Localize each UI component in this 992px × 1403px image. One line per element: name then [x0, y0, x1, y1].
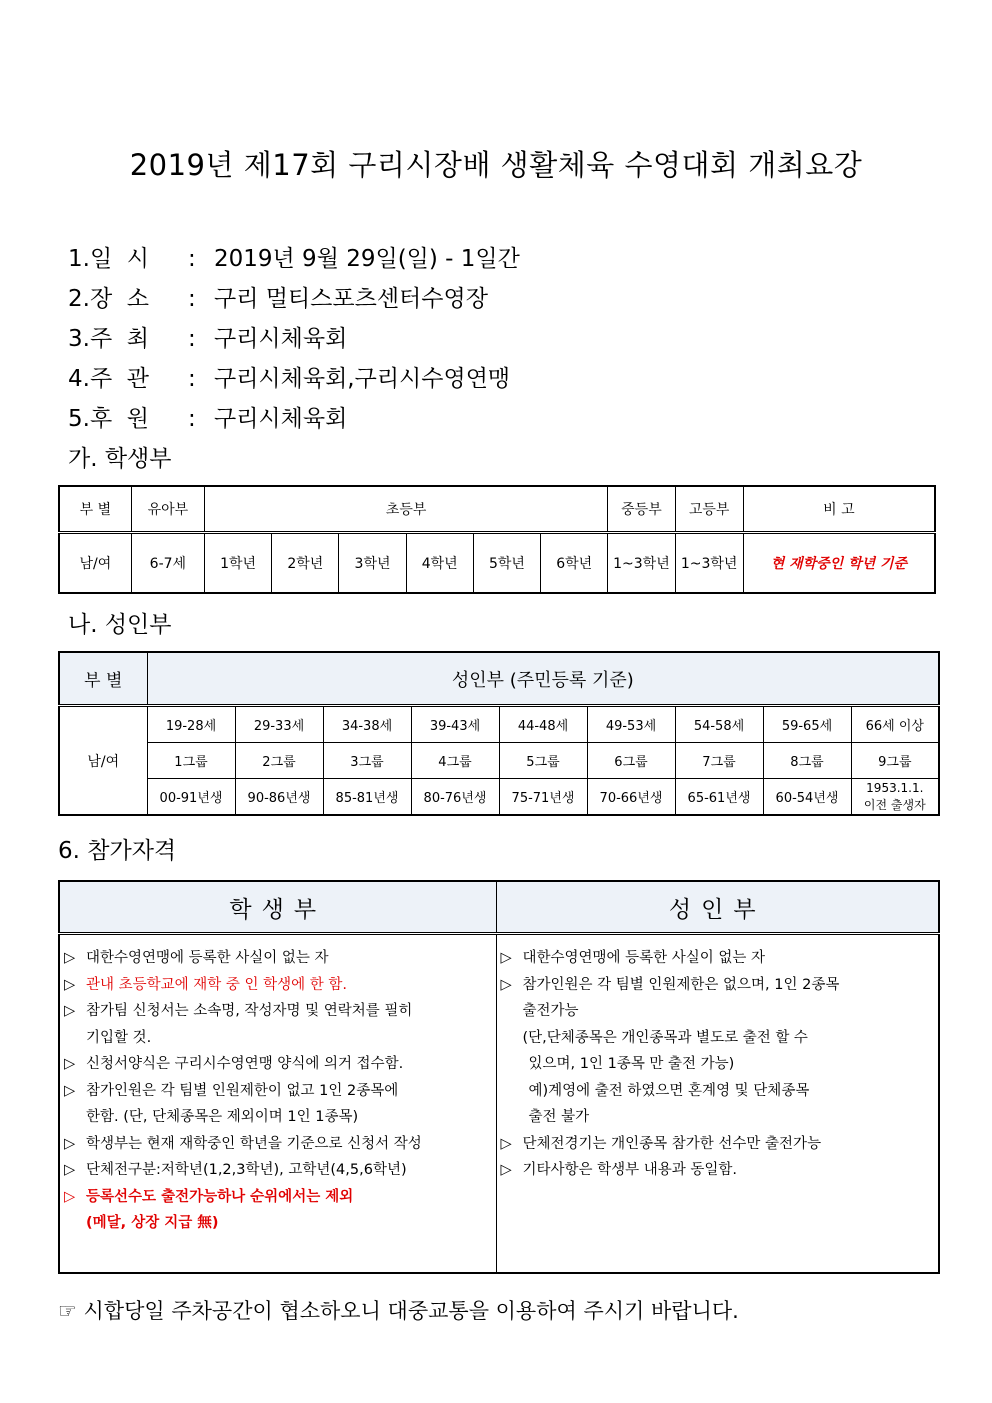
cell-birth: 65-61년생 — [675, 779, 763, 816]
student-division-table — [58, 485, 936, 594]
info-value: 구리 멀티스포츠센터수영장 — [214, 286, 488, 312]
info-colon: : — [188, 326, 196, 352]
info-colon: : — [188, 366, 196, 392]
info-value: 구리시체육회 — [214, 326, 348, 352]
page-title: 2019년 제17회 구리시장배 생활체육 수영대회 개최요강 — [129, 148, 863, 182]
header-kinder: 유아부 — [131, 486, 204, 533]
info-row-date — [68, 240, 520, 276]
cell-grade: 5학년 — [473, 533, 540, 594]
list-item — [64, 972, 490, 999]
cell-group: 6그룹 — [587, 743, 675, 779]
list-item — [64, 945, 490, 972]
cell-middle: 1~3학년 — [608, 533, 675, 594]
pointing-hand-icon: ☞ — [58, 1299, 77, 1323]
cell-age: 44-48세 — [499, 706, 587, 743]
cell-group: 8그룹 — [763, 743, 851, 779]
list-item-continuation: 한함. (단, 단체종목은 제외이며 1인 1종목) — [86, 1109, 359, 1125]
cell-birth: 80-76년생 — [411, 779, 499, 816]
header-student: 학생부 — [59, 881, 496, 934]
list-item-text: 기타사항은 학생부 내용과 동일함. — [522, 1162, 738, 1178]
cell-birth: 85-81년생 — [323, 779, 411, 816]
list-item — [501, 1131, 933, 1158]
list-item-text: 등록선수도 출전가능하나 순위에서는 제외 — [86, 1188, 354, 1205]
header-adult: 성인부 — [496, 881, 939, 934]
info-value: 2019년 9월 29일(일) - 1일간 — [214, 246, 520, 272]
cell-kinder-age: 6-7세 — [131, 533, 204, 594]
cell-birth: 75-71년생 — [499, 779, 587, 816]
info-colon: : — [188, 246, 196, 272]
cell-high: 1~3학년 — [675, 533, 743, 594]
cell-birth-last — [851, 779, 939, 816]
list-item-text: 단체전경기는 개인종목 참가한 선수만 출전가능 — [522, 1135, 822, 1152]
cell-group: 4그룹 — [411, 743, 499, 779]
triangle-bullet-icon: ▷ — [64, 1162, 76, 1178]
list-item-continuation: (메달, 상장 지급 無) — [86, 1215, 219, 1231]
list-item-continuation: (단,단체종목은 개인종목과 별도로 출전 할 수 — [522, 1029, 808, 1046]
adult-qualification-list — [496, 934, 939, 1274]
triangle-bullet-icon: ▷ — [500, 976, 512, 993]
cell-age: 59-65세 — [763, 706, 851, 743]
adult-division-table — [58, 651, 940, 816]
cell-group: 1그룹 — [147, 743, 235, 779]
header-high: 고등부 — [675, 486, 743, 533]
list-item — [64, 1157, 490, 1184]
qualification-section-heading: 6. 참가자격 — [58, 838, 177, 864]
triangle-bullet-icon: ▷ — [64, 950, 76, 966]
list-item — [64, 998, 490, 1025]
header-elementary: 초등부 — [204, 486, 607, 533]
adult-section-heading: 나. 성인부 — [68, 612, 172, 638]
cell-birth: 70-66년생 — [587, 779, 675, 816]
header-adult: 성인부 (주민등록 기준) — [147, 652, 939, 706]
cell-grade: 6학년 — [541, 533, 608, 594]
triangle-bullet-icon: ▷ — [64, 1056, 76, 1072]
cell-age: 54-58세 — [675, 706, 763, 743]
list-item-text: 관내 초등학교에 재학 중 인 학생에 한 함. — [86, 976, 347, 993]
triangle-bullet-icon: ▷ — [64, 1082, 76, 1099]
info-row-venue — [68, 280, 488, 316]
list-item-continuation: 출전 불가 — [528, 1109, 590, 1125]
cell-birth: 90-86년생 — [235, 779, 323, 816]
cell-remark: 현 재학중인 학년 기준 — [743, 533, 935, 594]
list-item-continuation: 기입할 것. — [86, 1029, 152, 1046]
info-colon: : — [188, 286, 196, 312]
header-middle: 중등부 — [608, 486, 675, 533]
footer-notice — [58, 1295, 739, 1325]
triangle-bullet-icon: ▷ — [64, 1003, 76, 1019]
list-item — [64, 1131, 490, 1158]
triangle-bullet-icon: ▷ — [500, 1162, 512, 1178]
list-item-text: 대한수영연맹에 등록한 사실이 없는 자 — [522, 950, 766, 966]
cell-group: 9그룹 — [851, 743, 939, 779]
list-item — [64, 1078, 490, 1105]
triangle-bullet-icon: ▷ — [64, 1188, 76, 1205]
info-label: 2.장 소 — [68, 286, 150, 312]
info-label: 4.주 관 — [68, 366, 150, 392]
list-item-text: 신청서양식은 구리시수영연맹 양식에 의거 접수함. — [86, 1056, 404, 1072]
list-item-text: 참가인원은 각 팀별 인원제한이 없고 1인 2종목에 — [86, 1082, 399, 1099]
info-row-organizer — [68, 360, 510, 396]
list-item-text: 참가인원은 각 팀별 인원제한은 없으며, 1인 2종목 — [522, 976, 840, 993]
info-colon: : — [188, 406, 196, 432]
cell-group: 2그룹 — [235, 743, 323, 779]
cell-grade: 4학년 — [406, 533, 473, 594]
cell-age: 34-38세 — [323, 706, 411, 743]
triangle-bullet-icon: ▷ — [64, 1135, 76, 1152]
list-item-continuation: 예)계영에 출전 하였으면 혼계영 및 단체종목 — [528, 1082, 810, 1099]
list-item-text: 단체전구분:저학년(1,2,3학년), 고학년(4,5,6학년) — [86, 1162, 407, 1178]
info-row-host — [68, 320, 347, 356]
list-item — [501, 1157, 933, 1184]
triangle-bullet-icon: ▷ — [64, 976, 76, 993]
cell-gender: 남/여 — [59, 706, 147, 816]
cell-age: 66세 이상 — [851, 706, 939, 743]
info-label: 3.주 최 — [68, 326, 150, 352]
cell-group: 3그룹 — [323, 743, 411, 779]
birth-last-line1: 1953.1.1. — [866, 780, 924, 795]
cell-grade: 1학년 — [204, 533, 271, 594]
student-section-heading: 가. 학생부 — [68, 446, 172, 472]
student-qualification-list — [59, 934, 496, 1274]
info-label: 1.일 시 — [68, 246, 150, 272]
cell-gender: 남/여 — [59, 533, 131, 594]
info-value: 구리시체육회,구리시수영연맹 — [214, 366, 511, 392]
list-item — [501, 972, 933, 999]
info-row-sponsor — [68, 400, 347, 436]
footer-text: 시합당일 주차공간이 협소하오니 대중교통을 이용하여 주시기 바랍니다. — [83, 1299, 739, 1323]
qualification-table — [58, 880, 940, 1274]
list-item — [501, 945, 933, 972]
birth-last-line2: 이전 출생자 — [863, 797, 926, 812]
cell-age: 29-33세 — [235, 706, 323, 743]
cell-age: 19-28세 — [147, 706, 235, 743]
cell-group: 5그룹 — [499, 743, 587, 779]
list-item-text: 학생부는 현재 재학중인 학년을 기준으로 신청서 작성 — [86, 1135, 422, 1152]
header-division: 부 별 — [59, 652, 147, 706]
cell-age: 49-53세 — [587, 706, 675, 743]
header-division: 부 별 — [59, 486, 131, 533]
cell-group: 7그룹 — [675, 743, 763, 779]
info-value: 구리시체육회 — [214, 406, 348, 432]
cell-age: 39-43세 — [411, 706, 499, 743]
triangle-bullet-icon: ▷ — [500, 1135, 512, 1152]
cell-grade: 3학년 — [339, 533, 406, 594]
list-item — [64, 1051, 490, 1078]
header-remark: 비 고 — [743, 486, 935, 533]
list-item-text: 대한수영연맹에 등록한 사실이 없는 자 — [86, 950, 329, 966]
list-item-continuation: 있으며, 1인 1종목 만 출전 가능) — [528, 1056, 735, 1072]
info-label: 5.후 원 — [68, 406, 150, 432]
cell-grade: 2학년 — [272, 533, 339, 594]
triangle-bullet-icon: ▷ — [500, 950, 512, 966]
list-item — [64, 1184, 490, 1211]
cell-birth: 60-54년생 — [763, 779, 851, 816]
list-item-continuation: 출전가능 — [522, 1003, 579, 1019]
list-item-text: 참가팀 신청서는 소속명, 작성자명 및 연락처를 필히 — [86, 1003, 413, 1019]
cell-birth: 00-91년생 — [147, 779, 235, 816]
